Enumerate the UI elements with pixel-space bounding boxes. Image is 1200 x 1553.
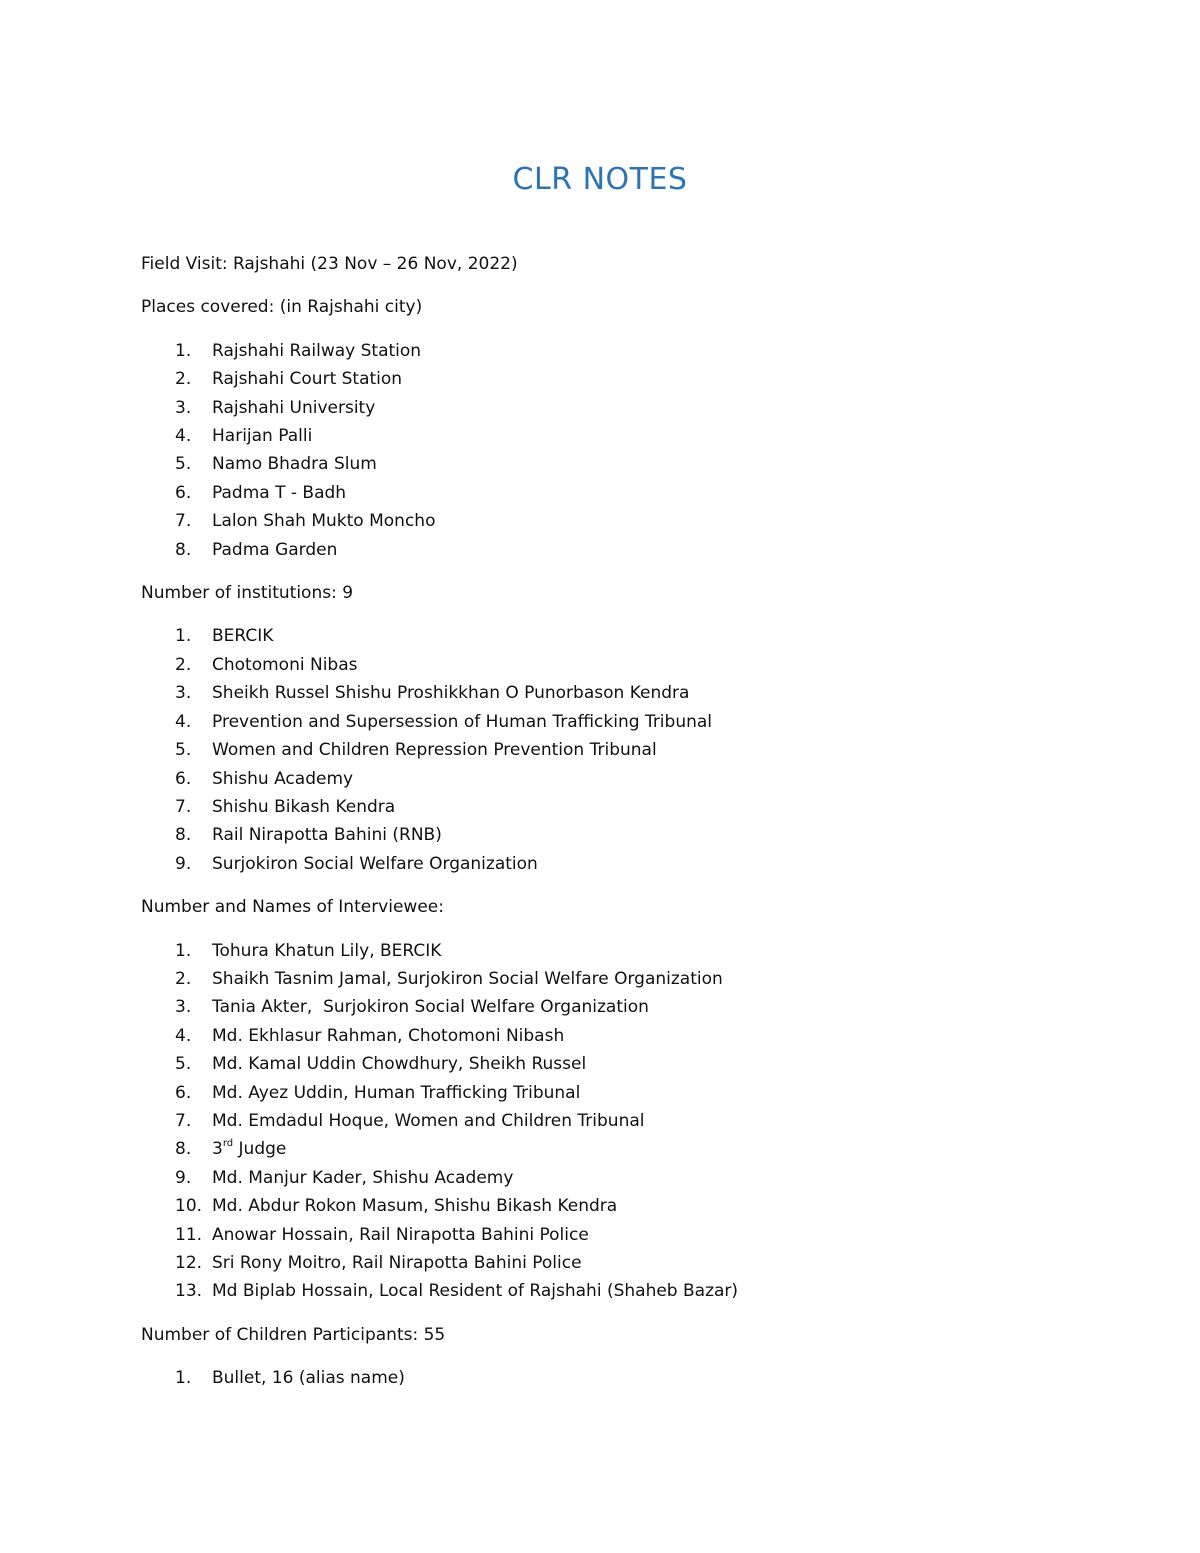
list-item: 3. Rajshahi University bbox=[175, 397, 376, 418]
list-item: 2. Chotomoni Nibas bbox=[175, 654, 358, 675]
list-item: 4. Prevention and Supersession of Human Trafficking Tribunal bbox=[175, 711, 713, 732]
list-item: 8. 3rd Judge bbox=[175, 1137, 287, 1160]
ordinal-suffix: rd bbox=[222, 1137, 234, 1149]
institutions-list bbox=[141, 622, 1101, 878]
children-list bbox=[141, 1364, 1101, 1392]
list-item: 9. Surjokiron Social Welfare Organization bbox=[175, 853, 538, 874]
list-item: 3. Tania Akter, Surjokiron Social Welfare Organization bbox=[175, 997, 649, 1018]
list-item: 6. Shishu Academy bbox=[175, 768, 354, 789]
list-item: 7. Shishu Bikash Kendra bbox=[175, 796, 396, 817]
list-item: 6. Padma T - Badh bbox=[175, 482, 347, 503]
list-item: 5. Women and Children Repression Prevention Tribunal bbox=[175, 740, 657, 761]
list-item: 12. Sri Rony Moitro, Rail Nirapotta Bahini Police bbox=[175, 1253, 582, 1273]
list-item: 6. Md. Ayez Uddin, Human Trafficking Tribunal bbox=[175, 1082, 581, 1103]
list-item: 7. Lalon Shah Mukto Moncho bbox=[175, 511, 436, 532]
list-item: 5. Md. Kamal Uddin Chowdhury, Sheikh Russel bbox=[175, 1054, 587, 1075]
places-list bbox=[141, 337, 1101, 564]
document-body bbox=[141, 250, 1101, 1408]
list-item: 3. Sheikh Russel Shishu Proshikkhan O Punorbason Kendra bbox=[175, 683, 690, 704]
list-item: 1. Tohura Khatun Lily, BERCIK bbox=[175, 940, 442, 961]
list-item: 8. Padma Garden bbox=[175, 539, 338, 560]
list-item: 11. Anowar Hossain, Rail Nirapotta Bahini Police bbox=[175, 1224, 589, 1245]
list-item: 2. Shaikh Tasnim Jamal, Surjokiron Social Welfare Organization bbox=[175, 968, 723, 989]
interviewees-list bbox=[141, 937, 1101, 1306]
list-item: 10. Md. Abdur Rokon Masum, Shishu Bikash Kendra bbox=[175, 1196, 618, 1217]
list-item: 4. Md. Ekhlasur Rahman, Chotomoni Nibash bbox=[175, 1025, 565, 1046]
judge-label: Judge bbox=[233, 1139, 287, 1160]
list-item: 5. Namo Bhadra Slum bbox=[175, 454, 377, 475]
ordinal-number: 3 bbox=[212, 1139, 223, 1160]
field-visit-line: Field Visit: Rajshahi (23 Nov – 26 Nov, 2022) bbox=[141, 254, 518, 274]
list-item: 8. Rail Nirapotta Bahini (RNB) bbox=[175, 825, 442, 846]
children-heading: Number of Children Participants: 55 bbox=[141, 1324, 446, 1345]
places-heading: Places covered: (in Rajshahi city) bbox=[141, 297, 423, 318]
list-item: 4. Harijan Palli bbox=[175, 426, 313, 447]
list-item: 2. Rajshahi Court Station bbox=[175, 369, 403, 390]
list-item: 1. Rajshahi Railway Station bbox=[175, 340, 422, 361]
interviewees-heading: Number and Names of Interviewee: bbox=[141, 897, 444, 918]
list-item: 9. Md. Manjur Kader, Shishu Academy bbox=[175, 1167, 514, 1188]
institutions-heading: Number of institutions: 9 bbox=[141, 583, 354, 604]
list-item: 7. Md. Emdadul Hoque, Women and Children Tribunal bbox=[175, 1110, 645, 1131]
list-item: 13. Md Biplab Hossain, Local Resident of Rajshahi (Shaheb Bazar) bbox=[175, 1281, 739, 1302]
list-item: 1. BERCIK bbox=[175, 626, 274, 647]
document-title: CLR NOTES bbox=[512, 162, 688, 197]
list-item: 1. Bullet, 16 (alias name) bbox=[175, 1368, 405, 1389]
